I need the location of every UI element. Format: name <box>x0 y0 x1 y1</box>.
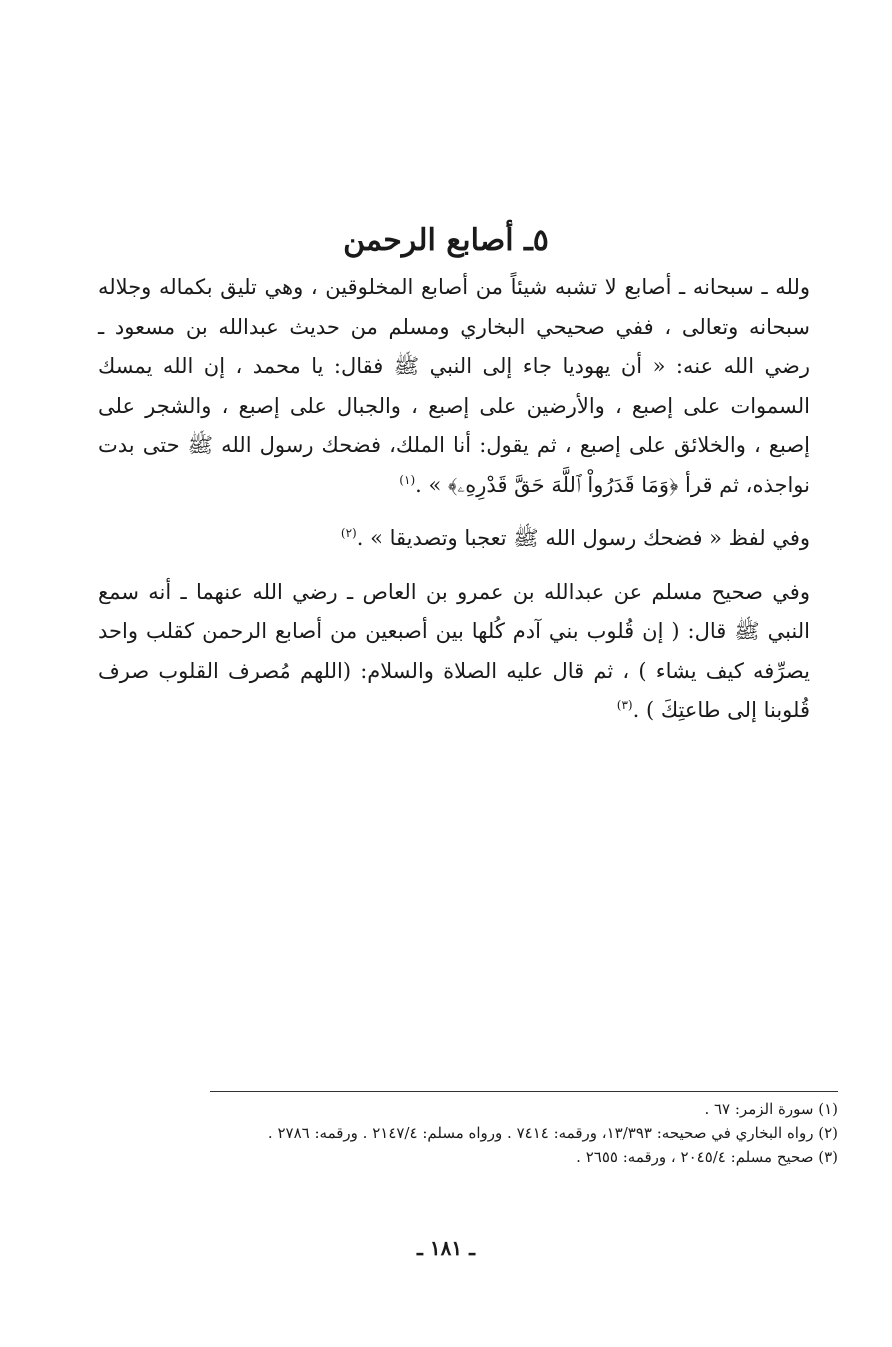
paragraph-hadith-ibn-masud <box>98 268 810 505</box>
paragraph-text: وفي لفظ « فضحك رسول الله ﷺ تعجبا وتصديقا » . <box>356 526 810 550</box>
section-title: ٥ـ أصابع الرحمن <box>343 223 549 258</box>
paragraph-another-wording <box>98 519 810 559</box>
footnote-divider <box>210 1091 838 1092</box>
footnote-1: (١) سورة الزمر: ٦٧ . <box>704 1100 838 1118</box>
footnote-ref-2: (٢) <box>340 526 357 540</box>
footnote-2: (٢) رواه البخاري في صحيحه: ١٣/٣٩٣، ورقمه: ٧٤١٤ . ورواه مسلم: ٢١٤٧/٤ . ورقمه: ٢٧٨٦ . <box>267 1124 838 1142</box>
footnotes <box>98 1097 838 1169</box>
page-number: ـ ١٨١ ـ <box>417 1236 475 1260</box>
footnote-3: (٣) صحيح مسلم: ٢٠٤٥/٤ ، ورقمه: ٢٦٥٥ . <box>576 1148 838 1166</box>
footnote-ref-1: (١) <box>399 472 416 487</box>
paragraph-text: وفي صحيح مسلم عن عبدالله بن عمرو بن العاص ـ رضي الله عنهما ـ أنه سمع النبي ﷺ قال: ( إن قُلوب بني آدم كُلها بين أصبعين من أصابع الرحمن كقلب واحد يصرِّفه كيف يشاء ) ، ثم قال عليه الصلاة والسلام: (اللهم مُصرف القلوب صرف قُلوبنا إلى طاعتِكَ ) . <box>98 579 810 722</box>
paragraph-text: ولله ـ سبحانه ـ أصابع لا تشبه شيئاً من أصابع المخلوقين ، وهي تليق بكماله وجلاله سبحانه وتعالى ، ففي صحيحي البخاري ومسلم من حديث عبدالله بن مسعود ـ رضي الله عنه: « أن يهوديا جاء إلى النبي ﷺ فقال: يا محمد ، إن الله يمسك السموات على إصبع ، والأرضين على إصبع ، والجبال على إصبع ، والشجر على إصبع ، والخلائق على إصبع ، ثم يقول: أنا الملك، فضحك رسول الله ﷺ حتى بدت نواجذه، ثم قرأ ﴿وَمَا قَدَرُواْ ٱللَّهَ حَقَّ قَدْرِهِۦ﴾ » . <box>98 275 810 497</box>
body-text <box>98 268 810 731</box>
footnote-ref-3: (٣) <box>616 698 633 712</box>
paragraph-hadith-muslim <box>98 573 810 731</box>
